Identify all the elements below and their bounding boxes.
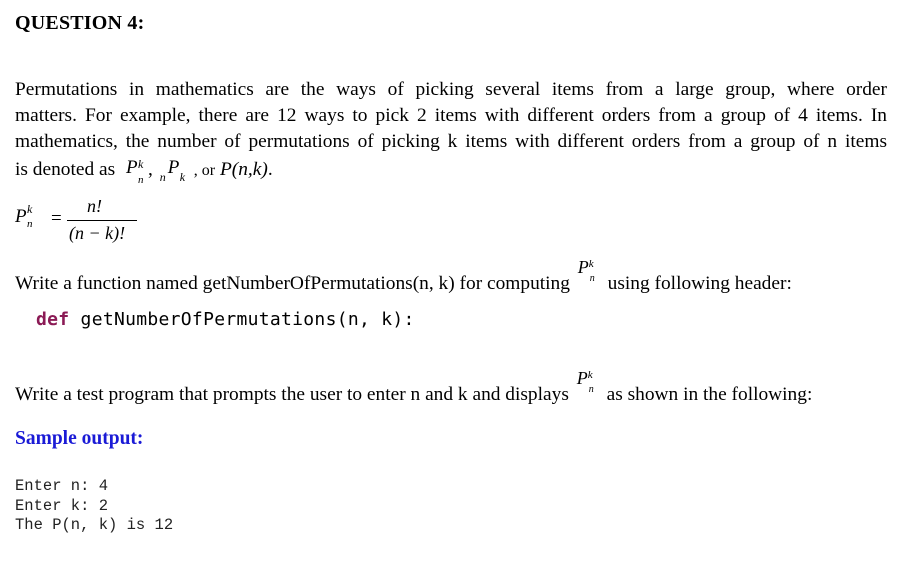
test-line	[15, 368, 887, 408]
task-line	[15, 257, 887, 297]
test-text-after: as shown in the following:	[606, 384, 813, 405]
formula-denominator: (n − k)!	[69, 223, 126, 243]
function-signature: getNumberOfPermutations(n, k):	[69, 309, 415, 330]
intro-line-2: matters. For example, there are 12 ways to pick 2 items with different orders from a group of 4 items. In	[15, 105, 887, 126]
intro-line-1: Permutations in mathematics are the ways of picking several items from a large group, where order	[15, 79, 887, 100]
intro-paragraph	[15, 77, 887, 184]
permutation-symbol-prefix-subscript: n P k	[159, 157, 186, 184]
test-text-before: Write a test program that prompts the user to enter n and k and displays	[15, 384, 569, 405]
formula-equals: =	[51, 208, 62, 229]
question-heading: QUESTION 4:	[15, 12, 145, 34]
console-line: Enter n: 4	[15, 477, 109, 495]
task-text-after: using following header:	[607, 273, 792, 294]
or-separator: , or	[193, 162, 216, 179]
formula-numerator: n!	[87, 196, 102, 216]
console-line: Enter k: 2	[15, 496, 109, 515]
task-permutation-symbol: P k n	[577, 257, 595, 284]
permutation-formula	[15, 196, 155, 256]
comma-separator: ,	[148, 159, 153, 180]
sentence-period: .	[267, 159, 273, 180]
test-permutation-symbol: P k n	[576, 368, 594, 395]
sample-output-title: Sample output:	[15, 428, 144, 449]
intro-line-3: mathematics, the number of permutations of picking k items with different orders from a group of n items	[15, 131, 887, 152]
permutation-symbol-superscript: P k n	[126, 157, 144, 186]
sample-console-output	[15, 477, 173, 536]
def-keyword: def	[36, 309, 70, 330]
formula-lhs-symbol: P k n	[15, 202, 33, 230]
permutation-function-notation: P(n,k)	[219, 159, 268, 180]
intro-line-4	[15, 157, 273, 186]
console-line: The P(n, k) is 12	[15, 516, 174, 534]
task-text-before: Write a function named getNumberOfPermutations(n, k) for computing	[15, 273, 570, 294]
denoted-as-text: is denoted as	[15, 159, 116, 180]
fraction-bar	[67, 220, 137, 221]
function-header-code	[36, 309, 415, 330]
